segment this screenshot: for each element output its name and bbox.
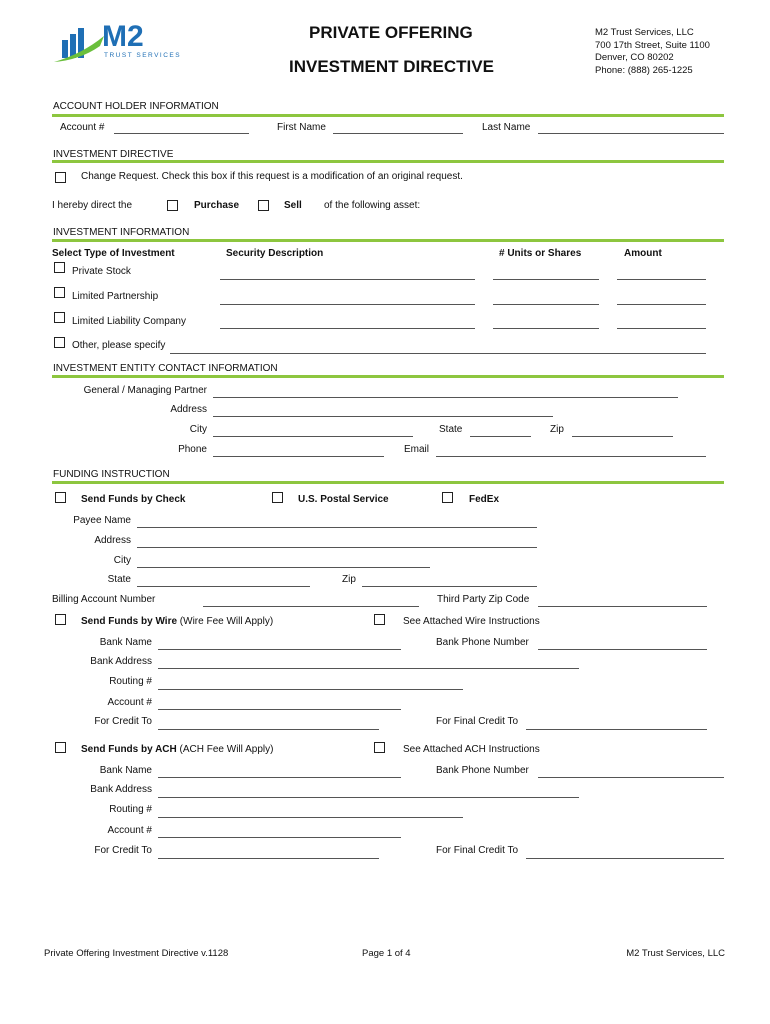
logo-main-text: M2 (102, 20, 144, 53)
investment-type-label: Limited Partnership (72, 291, 159, 302)
entity-state-label: State (439, 424, 463, 435)
investment-info-heading: INVESTMENT INFORMATION (53, 227, 190, 238)
change-request-label: Change Request. Check this box if this request is a modification of an original request. (81, 171, 463, 182)
direct-suffix: of the following asset: (324, 200, 421, 211)
ach-final-credit-label: For Final Credit To (436, 845, 519, 856)
units-field[interactable] (493, 279, 599, 280)
units-field[interactable] (493, 304, 599, 305)
wire-account-label: Account # (107, 697, 152, 708)
security-description-field[interactable] (220, 279, 475, 280)
third-party-zip-field[interactable] (538, 606, 707, 607)
company-name: M2 Trust Services, LLC (595, 27, 694, 38)
wire-label (81, 616, 273, 628)
title-line1: PRIVATE OFFERING (309, 23, 473, 42)
purchase-label: Purchase (194, 200, 240, 211)
ach-bank-phone-label: Bank Phone Number (436, 765, 529, 776)
company-street: 700 17th Street, Suite 1100 (595, 40, 710, 51)
payee-state-label: State (107, 574, 131, 585)
payee-address-field[interactable] (137, 547, 537, 548)
ach-account-label: Account # (107, 825, 152, 836)
wire-attached-checkbox[interactable] (374, 614, 385, 625)
security-description-field[interactable] (220, 304, 475, 305)
footer-right: M2 Trust Services, LLC (626, 948, 725, 959)
billing-account-label: Billing Account Number (52, 594, 156, 605)
m2-logo (52, 22, 187, 66)
payee-state-field[interactable] (137, 586, 310, 587)
investment-type-label: Private Stock (72, 266, 131, 277)
payee-city-field[interactable] (137, 567, 430, 568)
amount-field[interactable] (617, 304, 706, 305)
wire-checkbox[interactable] (55, 614, 66, 625)
investment-type-label: Other, please specify (72, 340, 166, 351)
payee-address-label: Address (94, 535, 131, 546)
section-rule (52, 481, 724, 484)
section-rule (52, 375, 724, 378)
footer-left: Private Offering Investment Directive v.1128 (44, 948, 229, 959)
last-name-label: Last Name (482, 122, 531, 133)
account-holder-heading: ACCOUNT HOLDER INFORMATION (53, 101, 219, 112)
wire-bank-address-field[interactable] (158, 668, 579, 669)
payee-field[interactable] (137, 527, 537, 528)
last-name-field[interactable] (538, 133, 724, 134)
entity-zip-label: Zip (550, 424, 564, 435)
entity-city-label: City (189, 424, 207, 435)
fedex-label: FedEx (469, 494, 500, 505)
security-description-field[interactable] (220, 328, 475, 329)
account-number-field[interactable] (114, 133, 249, 134)
entity-contact-heading: INVESTMENT ENTITY CONTACT INFORMATION (53, 363, 278, 374)
ach-bank-address-label: Bank Address (90, 784, 152, 795)
entity-address-label: Address (170, 404, 207, 415)
ach-checkbox[interactable] (55, 742, 66, 753)
entity-email-label: Email (404, 444, 430, 455)
direct-prefix: I hereby direct the (52, 200, 133, 211)
ach-routing-label: Routing # (109, 804, 152, 815)
amount-field[interactable] (617, 328, 706, 329)
private-stock-checkbox[interactable] (54, 262, 65, 273)
llc-checkbox[interactable] (54, 312, 65, 323)
ach-bank-phone-field[interactable] (538, 777, 724, 778)
fedex-checkbox[interactable] (442, 492, 453, 503)
section-rule (52, 160, 724, 163)
other-checkbox[interactable] (54, 337, 65, 348)
amount-field[interactable] (617, 279, 706, 280)
directive-heading: INVESTMENT DIRECTIVE (53, 149, 174, 160)
wire-account-field[interactable] (158, 709, 401, 710)
wire-bank-name-field[interactable] (158, 649, 401, 650)
usps-label: U.S. Postal Service (298, 494, 389, 505)
partner-label: General / Managing Partner (83, 385, 207, 396)
ach-label (81, 744, 273, 756)
wire-label-bold: Send Funds by Wire (81, 616, 178, 627)
investment-type-label: Limited Liability Company (72, 316, 186, 327)
wire-final-credit-field[interactable] (526, 729, 707, 730)
col-type-header: Select Type of Investment (52, 248, 175, 259)
limited-partnership-checkbox[interactable] (54, 287, 65, 298)
sell-label: Sell (284, 200, 302, 211)
ach-bank-name-field[interactable] (158, 777, 401, 778)
ach-credit-field[interactable] (158, 858, 379, 859)
wire-bank-phone-label: Bank Phone Number (436, 637, 529, 648)
check-label: Send Funds by Check (81, 494, 186, 505)
first-name-field[interactable] (333, 133, 463, 134)
wire-routing-label: Routing # (109, 676, 152, 687)
wire-credit-field[interactable] (158, 729, 379, 730)
funding-heading: FUNDING INSTRUCTION (53, 469, 170, 480)
entity-phone-label: Phone (178, 444, 207, 455)
billing-account-field[interactable] (203, 606, 419, 607)
ach-routing-field[interactable] (158, 817, 463, 818)
footer-page-number: Page 1 of 4 (362, 948, 411, 959)
payee-zip-label: Zip (342, 574, 356, 585)
account-number-label: Account # (60, 122, 105, 133)
col-units-header: # Units or Shares (499, 248, 582, 259)
change-request-checkbox[interactable] (55, 172, 66, 183)
check-checkbox[interactable] (55, 492, 66, 503)
ach-label-bold: Send Funds by ACH (81, 744, 177, 755)
wire-routing-field[interactable] (158, 689, 463, 690)
ach-attached-label: See Attached ACH Instructions (403, 744, 540, 755)
entity-zip-field[interactable] (572, 436, 673, 437)
ach-credit-label: For Credit To (94, 845, 152, 856)
wire-bank-address-label: Bank Address (90, 656, 152, 667)
ach-account-field[interactable] (158, 837, 401, 838)
wire-attached-label: See Attached Wire Instructions (403, 616, 540, 627)
ach-bank-address-field[interactable] (158, 797, 579, 798)
purchase-checkbox[interactable] (167, 200, 178, 211)
wire-label-note: (Wire Fee Will Apply) (177, 616, 274, 627)
payee-zip-field[interactable] (362, 586, 537, 587)
col-amount-header: Amount (624, 248, 662, 259)
other-specify-field[interactable] (170, 353, 706, 354)
wire-final-credit-label: For Final Credit To (436, 716, 519, 727)
usps-checkbox[interactable] (272, 492, 283, 503)
third-party-zip-label: Third Party Zip Code (437, 594, 530, 605)
title-line2: INVESTMENT DIRECTIVE (289, 57, 494, 76)
section-rule (52, 114, 724, 117)
company-phone: Phone: (888) 265-1225 (595, 65, 693, 76)
wire-bank-phone-field[interactable] (538, 649, 707, 650)
first-name-label: First Name (277, 122, 326, 133)
ach-attached-checkbox[interactable] (374, 742, 385, 753)
ach-final-credit-field[interactable] (526, 858, 724, 859)
units-field[interactable] (493, 328, 599, 329)
section-rule (52, 239, 724, 242)
entity-phone-field[interactable] (213, 456, 384, 457)
entity-email-field[interactable] (436, 456, 706, 457)
wire-credit-label: For Credit To (94, 716, 152, 727)
ach-label-note: (ACH Fee Will Apply) (176, 744, 274, 755)
partner-field[interactable] (213, 397, 678, 398)
logo-sub-text: TRUST SERVICES (104, 52, 182, 59)
payee-label: Payee Name (73, 515, 131, 526)
entity-city-field[interactable] (213, 436, 413, 437)
col-security-header: Security Description (226, 248, 324, 259)
entity-state-field[interactable] (470, 436, 531, 437)
sell-checkbox[interactable] (258, 200, 269, 211)
entity-address-field[interactable] (213, 416, 553, 417)
company-city: Denver, CO 80202 (595, 52, 674, 63)
wire-bank-name-label: Bank Name (99, 637, 152, 648)
ach-bank-name-label: Bank Name (99, 765, 152, 776)
payee-city-label: City (113, 555, 131, 566)
